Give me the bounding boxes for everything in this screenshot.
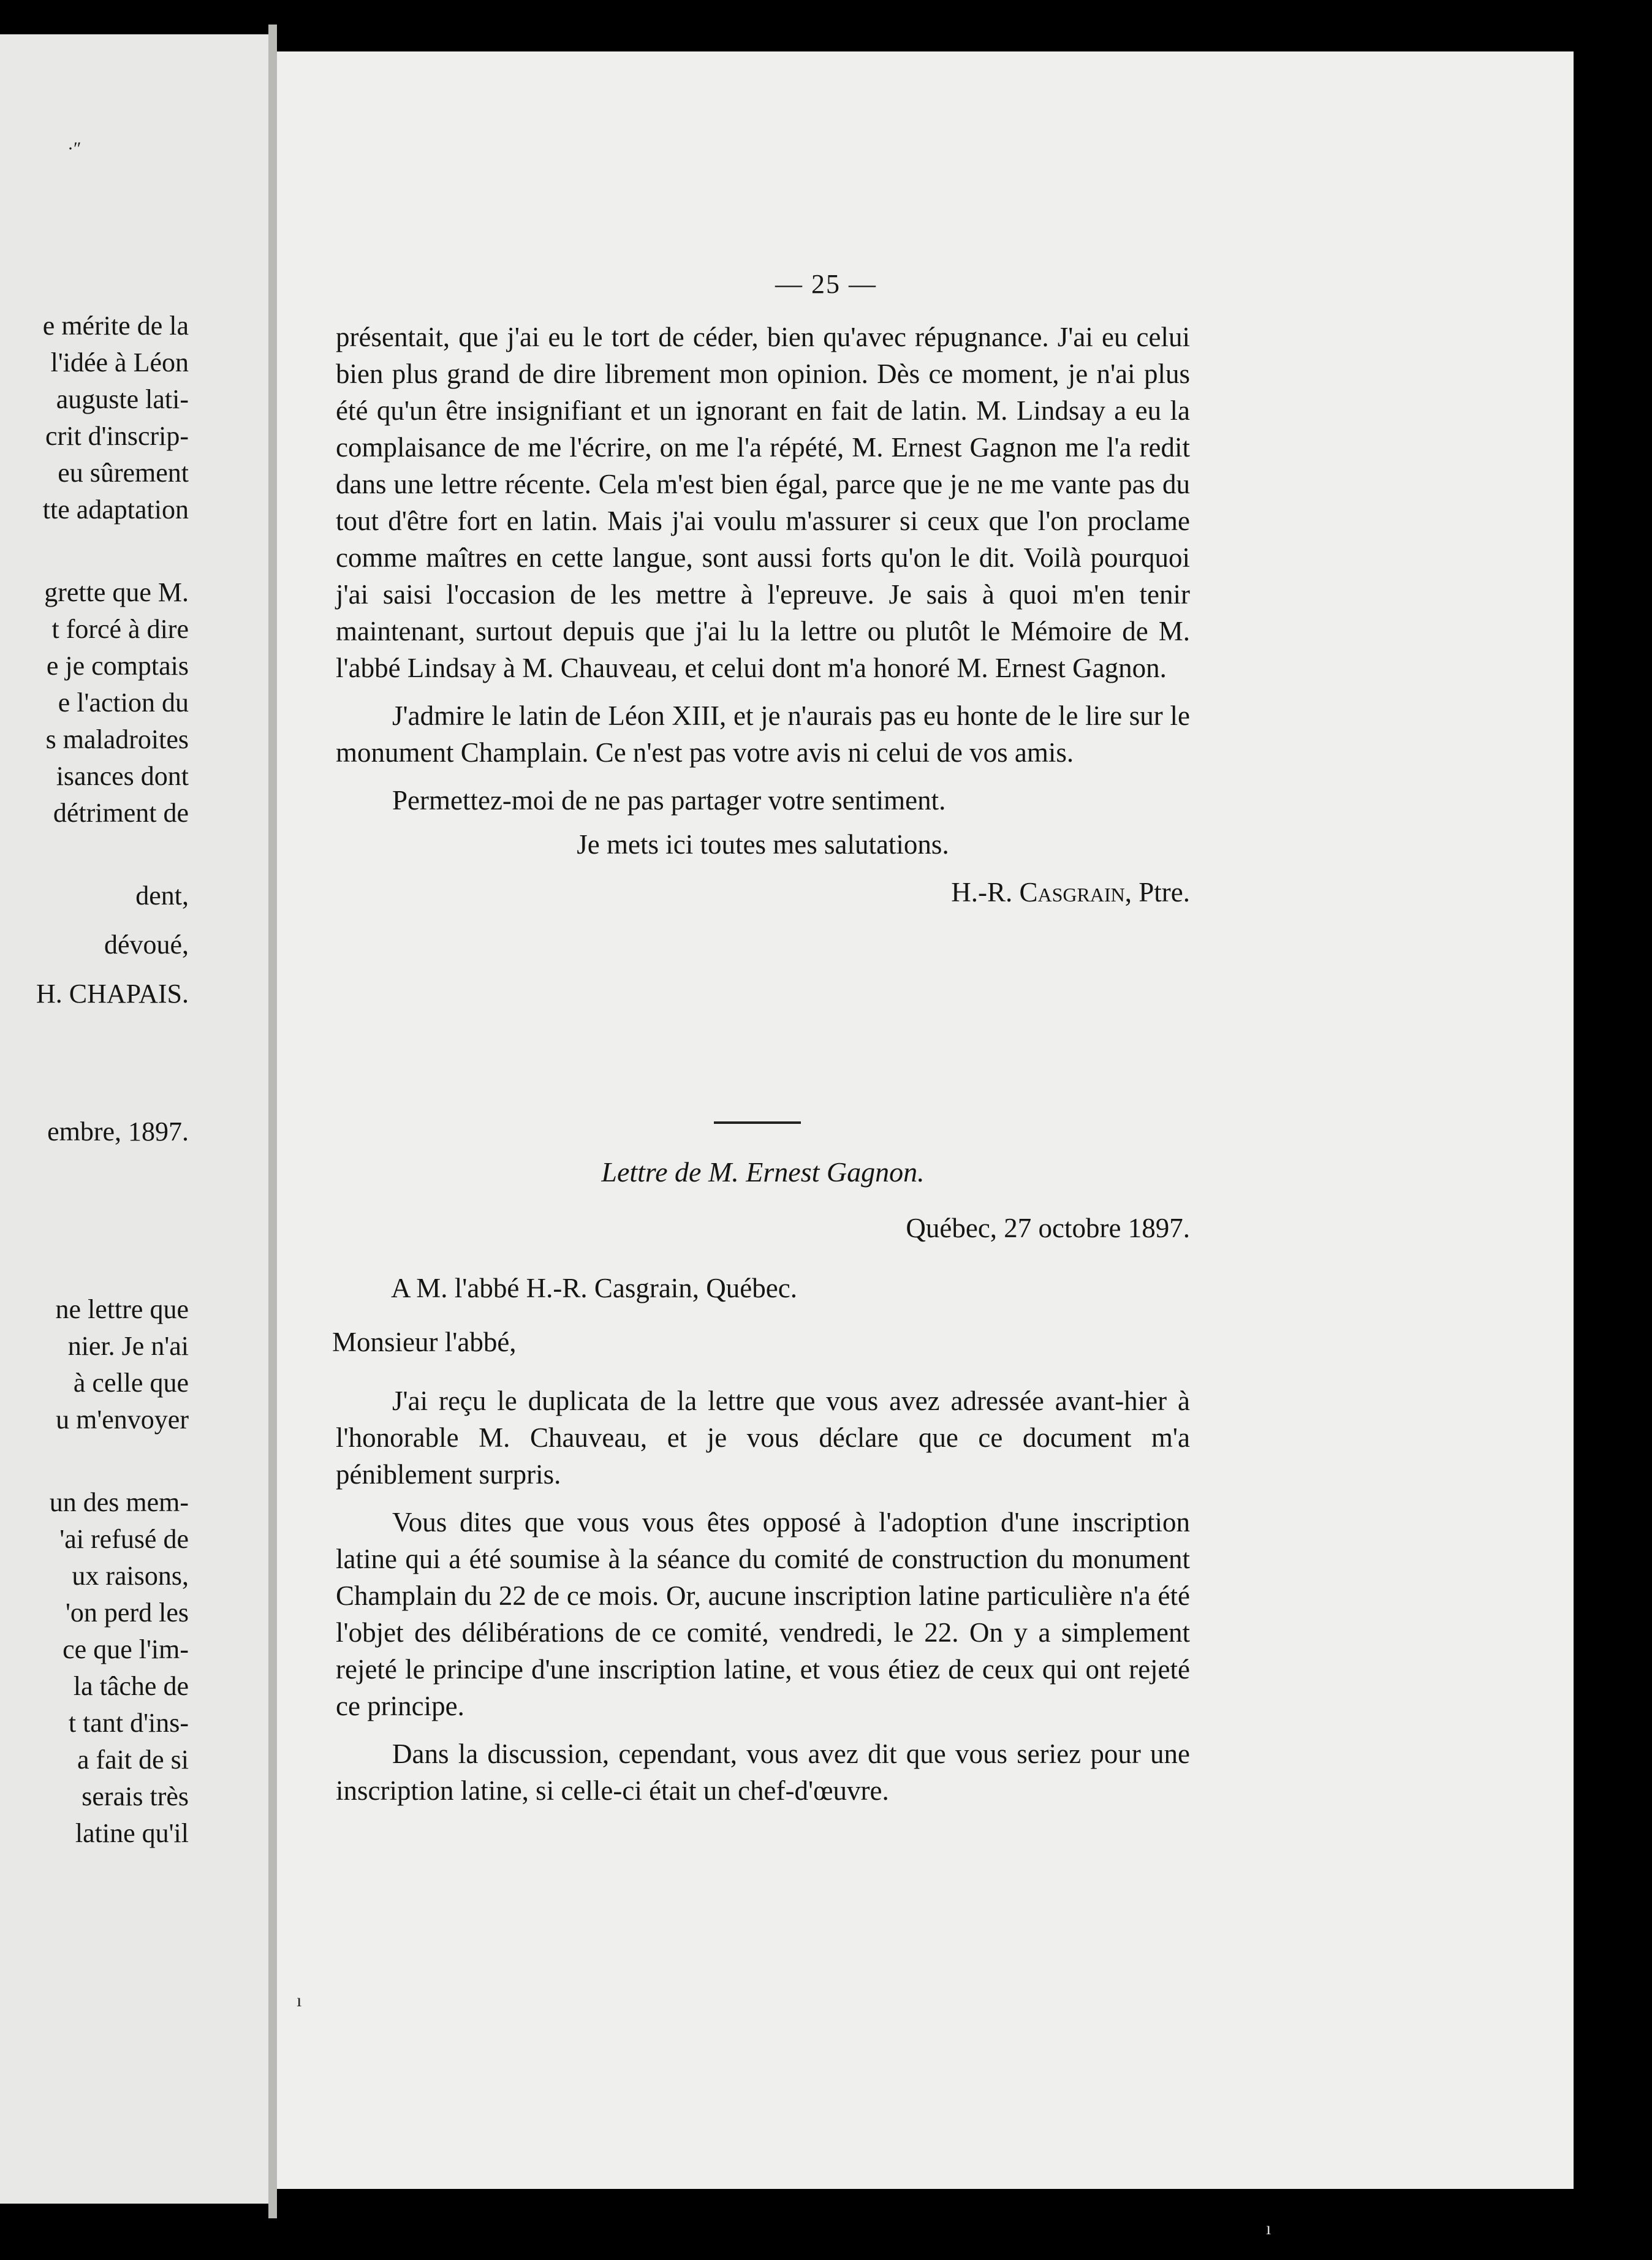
facing-page-line: crit d'inscrip- <box>45 421 189 451</box>
facing-page-line: auguste lati- <box>56 384 189 414</box>
facing-page-line: dent, <box>135 881 189 911</box>
facing-page-line: e mérite de la <box>42 311 189 341</box>
facing-page-line: e l'action du <box>58 688 189 718</box>
signature-name: H.-R. Casgrain <box>951 877 1125 908</box>
facing-page-line: l'idée à Léon <box>50 347 189 377</box>
paragraph: présentait, que j'ai eu le tort de céder, bien qu'avec répugnance. J'ai eu celui bien plus grand de dire librement mon opinion. Dès ce moment, je n'ai plus été qu'un être insignifiant et un ignorant en fait de latin. M. Lindsay a eu la complaisance de me l'écrire, on me l'a répété, M. Ernest Gagnon me l'a redit dans une lettre récente. Cela m'est bien égal, parce que je ne me vante pas du tout d'être fort en latin. Mais j'ai voulu m'assurer si ceux que l'on proclame comme maîtres en cette langue, sont aussi forts qu'on le dit. Voilà pourquoi j'ai saisi l'occasion de les mettre à l'epreuve. Je sais à quoi m'en tenir maintenant, surtout depuis que j'ai lu la lettre ou plutôt le Mémoire de M. l'abbé Lindsay à M. Chauveau, et celui dont m'a honoré M. Ernest Gagnon. <box>336 322 1190 683</box>
facing-page-line: H. CHAPAIS. <box>36 979 189 1009</box>
facing-page-line: à celle que <box>73 1368 189 1398</box>
facing-page-line: 'on perd les <box>66 1598 189 1628</box>
letter-addressee: A M. l'abbé H.-R. Casgrain, Québec. <box>391 1273 797 1303</box>
facing-page-line: eu sûrement <box>58 458 189 488</box>
ink-speck: ı <box>1266 2218 1271 2239</box>
paragraph: J'ai reçu le duplicata de la lettre que vous avez adressée avant-hier à l'honorable M. Chauveau, et je vous déclare que ce document m'a péniblement surpris. <box>336 1386 1190 1490</box>
reply-letter-body <box>336 319 1190 922</box>
facing-page-line: serais très <box>81 1781 189 1811</box>
facing-page-line: s maladroites <box>45 724 189 754</box>
facing-page-line: un des mem- <box>49 1487 189 1517</box>
signature <box>336 874 1190 911</box>
facing-page-line: a fait de si <box>77 1745 189 1775</box>
paragraph: Dans la discussion, cependant, vous avez dit que vous seriez pour une inscription latine, si celle-ci était un chef-d'œuvre. <box>336 1739 1190 1806</box>
facing-page-line: t tant d'ins- <box>68 1708 189 1738</box>
facing-page-line: dévoué, <box>104 930 189 960</box>
paragraph: J'admire le latin de Léon XIII, et je n'aurais pas eu honte de le lire sur le monument Champlain. Ce n'est pas votre avis ni celui de vos amis. <box>336 700 1190 768</box>
facing-page-line: ux raisons, <box>72 1561 189 1591</box>
facing-page <box>0 34 268 2204</box>
facing-page-line: grette que M. <box>44 577 189 607</box>
paragraph: Permettez-moi de ne pas partager votre sentiment. <box>392 785 946 816</box>
page-number: — 25 — <box>775 269 877 299</box>
facing-page-line: t forcé à dire <box>51 614 189 644</box>
facing-page-line: tte adaptation <box>42 495 189 525</box>
facing-page-line: 'ai refusé de <box>59 1524 189 1554</box>
facing-page-line: latine qu'il <box>75 1818 189 1848</box>
signature-suffix: , Ptre. <box>1124 877 1190 908</box>
facing-page-line: nier. Je n'ai <box>67 1331 189 1361</box>
paragraph: Vous dites que vous vous êtes opposé à l'adoption d'une inscription latine qui a été soumise à la séance du comité de construction du monument Champlain du 22 de ce mois. Or, aucune inscription latine particulière n'a été l'objet des délibérations de ce comité, vendredi, le 22. On y a simplement rejeté le principe d'une inscription latine, et vous étiez de ceux qui ont rejeté ce principe. <box>336 1507 1190 1721</box>
gagnon-letter-body <box>336 1382 1190 1820</box>
page-gutter <box>268 25 277 2218</box>
ink-speck: ı <box>297 1990 302 2011</box>
facing-page-line: ce que l'im- <box>63 1634 189 1664</box>
closing-line: Je mets ici toutes mes salutations. <box>577 829 949 860</box>
facing-page-line: u m'envoyer <box>56 1405 189 1435</box>
section-divider <box>714 1121 801 1124</box>
letter-title: Lettre de M. Ernest Gagnon. <box>601 1156 925 1188</box>
facing-page-line: isances dont <box>56 761 189 791</box>
facing-page-line: détriment de <box>53 798 189 828</box>
facing-page-line: embre, 1897. <box>47 1117 189 1147</box>
facing-page-line: la tâche de <box>73 1671 189 1701</box>
facing-page-line: e je comptais <box>46 651 189 681</box>
facing-page-line: ne lettre que <box>55 1294 189 1324</box>
ink-speck: ·ʺ <box>67 138 80 159</box>
letter-dateline: Québec, 27 octobre 1897. <box>906 1213 1190 1243</box>
letter-salutation: Monsieur l'abbé, <box>332 1327 517 1357</box>
